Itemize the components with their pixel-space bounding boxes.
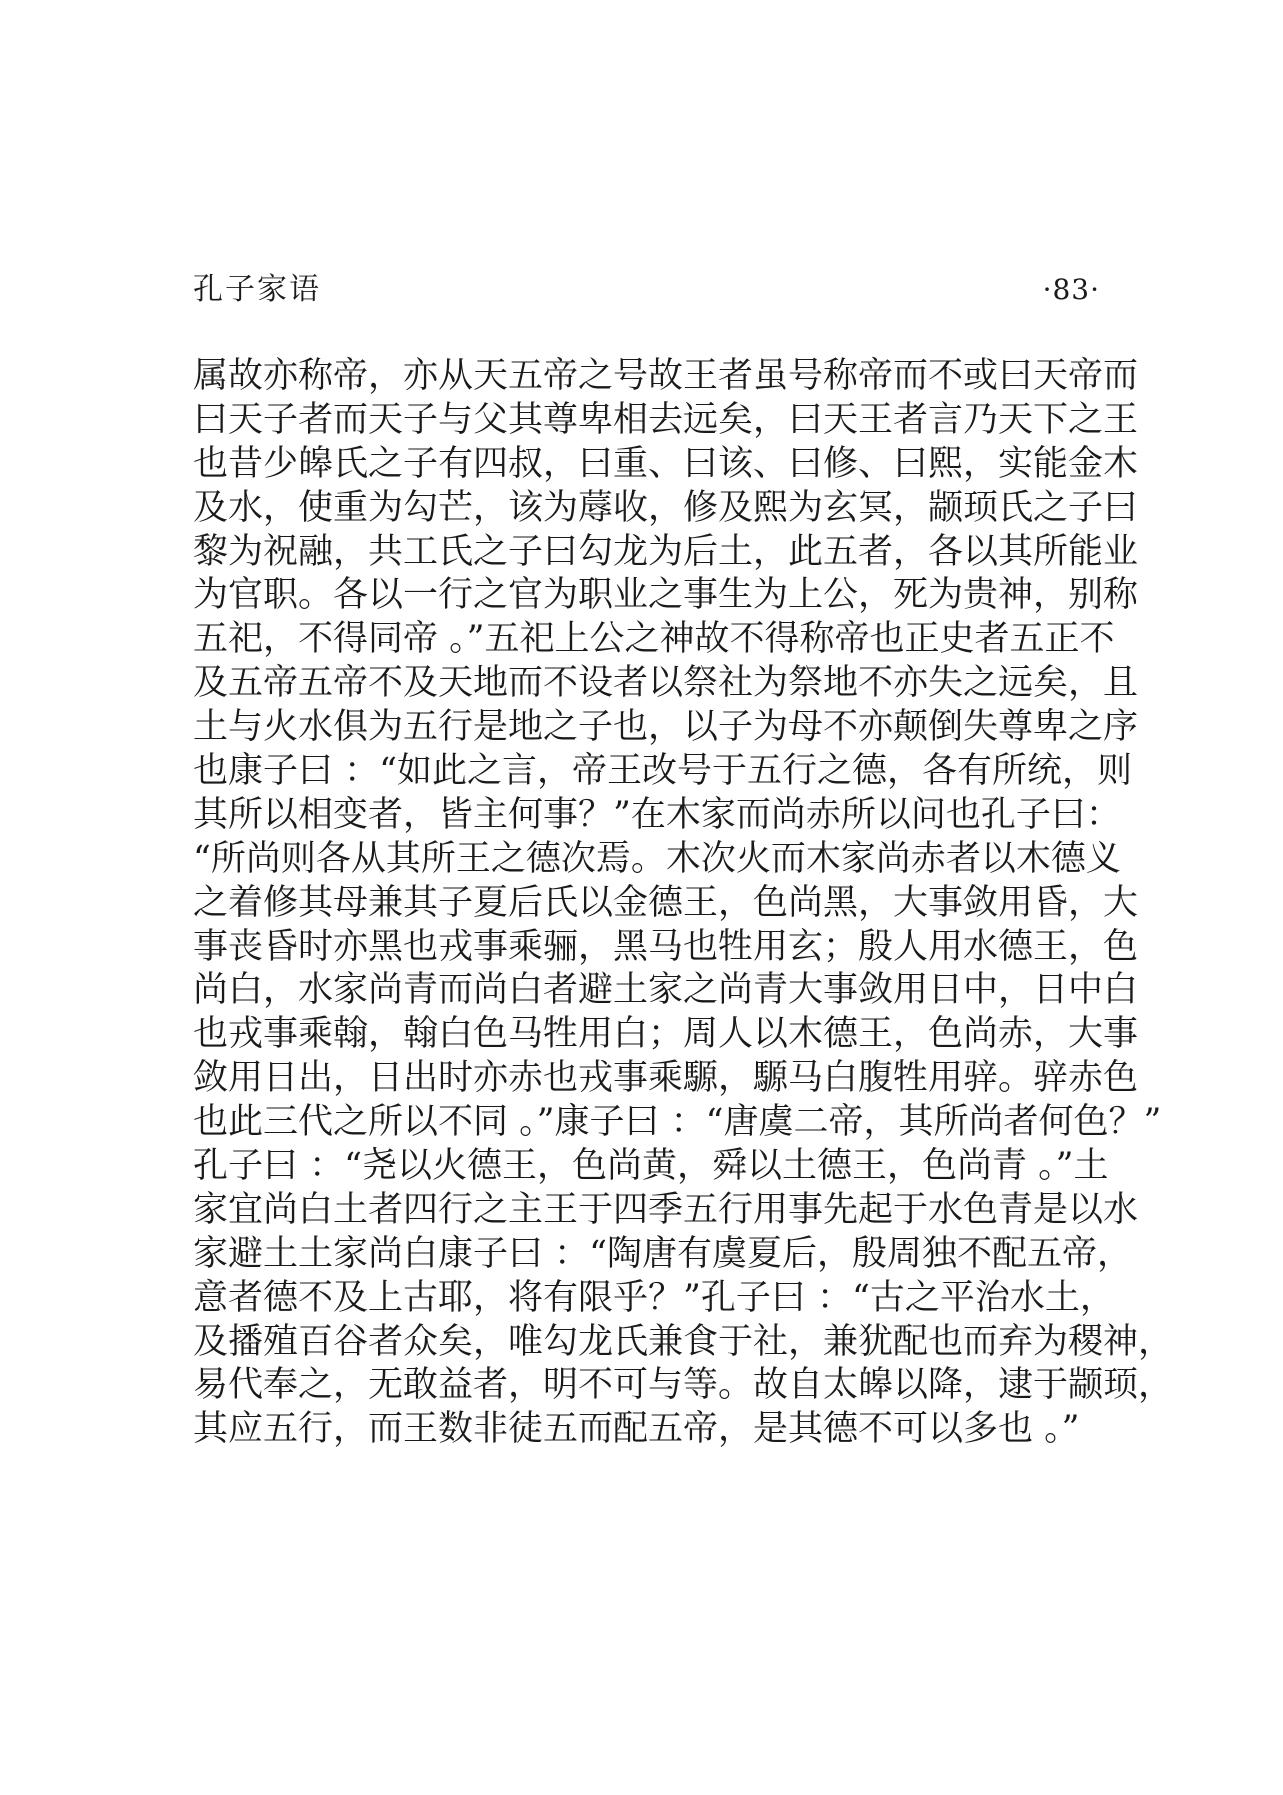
text-line: 事丧昏时亦黑也戎事乘骊，黑马也牲用玄；殷人用水德王，色 [193, 926, 1139, 967]
text-line: 家宜尚白土者四行之主王于四季五行用事先起于水色青是以水 [193, 1189, 1139, 1230]
text-line: 孔子曰 ：“尧以火德王，色尚黄，舜以土德王，色尚青 。”土 [193, 1146, 1109, 1187]
text-line: 意者德不及上古耶，将有限乎？”孔子曰 ：“古之平治水土， [193, 1277, 1115, 1318]
text-line: 也此三代之所以不同 。”康子曰 ：“唐虞二帝，其所尚者何色？” [193, 1102, 1162, 1143]
text-line: 也康子曰 ：“如此之言，帝王改号于五行之德，各有所统，则 [193, 751, 1133, 792]
text-line: 五祀，不得同帝 。”五祀上公之神故不得称帝也正史者五正不 [193, 619, 1115, 660]
text-line: 家避土土家尚白康子曰 ：“陶唐有虞夏后，殷周独不配五帝， [193, 1233, 1133, 1274]
text-line: 为官职。各以一行之官为职业之事生为上公，死为贵神，别称 [193, 575, 1139, 616]
text-line: 敛用日出，日出时亦赤也戎事乘騵，騵马白腹牲用骍。骍赤色 [193, 1058, 1139, 1099]
text-line: 及水，使重为勾芒，该为蓐收，修及熙为玄冥，颛顼氏之子曰 [193, 487, 1139, 528]
text-line: 其所以相变者，皆主何事？”在木家而尚赤所以问也孔子曰： [193, 794, 1121, 835]
text-line: 其应五行，而王数非徒五而配五帝，是其德不可以多也 。” [193, 1409, 1080, 1450]
text-line: 土与火水俱为五行是地之子也，以子为母不亦颠倒失尊卑之序 [193, 707, 1139, 748]
text-line: 也戎事乘翰，翰白色马牲用白；周人以木德王，色尚赤，大事 [193, 1014, 1139, 1055]
page-number: ·83· [1042, 273, 1100, 306]
text-line: 也昔少皞氏之子有四叔，曰重、曰该、曰修、曰熙，实能金木 [193, 443, 1139, 484]
text-line: 及播殖百谷者众矣，唯勾龙氏兼食于社，兼犹配也而弃为稷神， [193, 1321, 1174, 1362]
text-line: 之着修其母兼其子夏后氏以金德王，色尚黑，大事敛用昏，大 [193, 882, 1139, 923]
text-line: 及五帝五帝不及天地而不设者以祭社为祭地不亦失之远矣，且 [193, 663, 1139, 704]
text-line: 属故亦称帝，亦从天五帝之号故王者虽号称帝而不或曰天帝而 [193, 356, 1139, 396]
text-line: 尚白，水家尚青而尚白者避土家之尚青大事敛用日中，日中白 [193, 970, 1139, 1011]
text-line: “所尚则各从其所王之德次焉。木次火而木家尚赤者以木德义 [193, 838, 1121, 879]
text-line: 曰天子者而天子与父其尊卑相去远矣，曰天王者言乃天下之王 [193, 399, 1139, 440]
text-line: 易代奉之，无敢益者，明不可与等。故自太皞以降，逮于颛顼， [193, 1365, 1174, 1406]
body-text [193, 355, 1174, 1452]
running-title: 孔子家语 [193, 272, 321, 307]
text-line: 黎为祝融，共工氏之子曰勾龙为后土，此五者，各以其所能业 [193, 531, 1139, 572]
